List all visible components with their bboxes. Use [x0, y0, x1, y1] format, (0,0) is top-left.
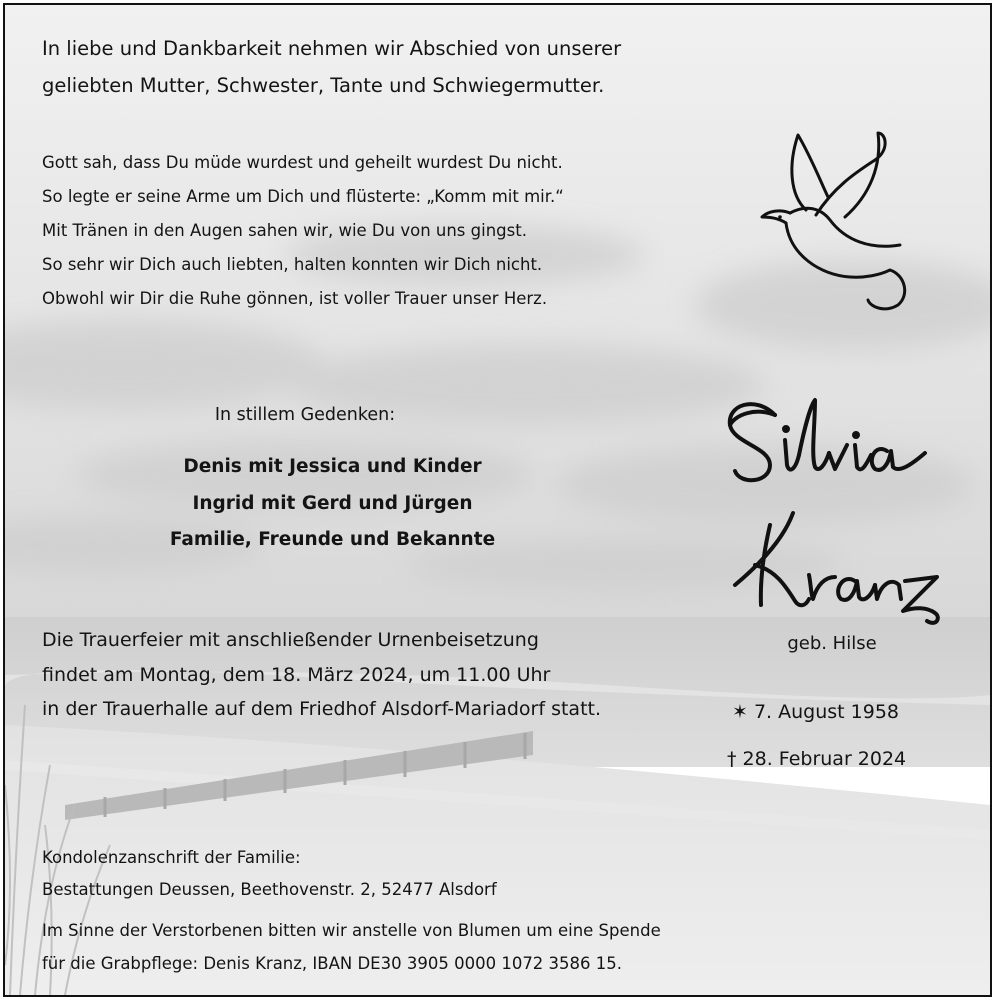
death-date-line	[727, 748, 906, 770]
poem-line: Mit Tränen in den Augen sahen wir, wie Du von uns gingst.	[42, 221, 527, 240]
donation-line: für die Grabpflege: Denis Kranz, IBAN DE30 3905 0000 1072 3586 15.	[42, 953, 623, 973]
death-cross-icon: †	[727, 748, 737, 770]
birth-date: 7. August 1958	[753, 701, 900, 723]
death-date: 28. Februar 2024	[742, 748, 907, 770]
deceased-name-script	[715, 385, 975, 625]
dove-icon	[750, 125, 920, 320]
mourner-line: Familie, Freunde und Bekannte	[169, 529, 496, 550]
gedenken-label: In stillem Gedenken:	[214, 405, 396, 425]
obituary-card	[3, 3, 992, 997]
service-line: in der Trauerhalle auf dem Friedhof Alsdorf-Mariadorf statt.	[42, 698, 602, 720]
service-line: findet am Montag, dem 18. März 2024, um 11.00 Uhr	[42, 663, 551, 686]
condolence-address	[42, 842, 497, 906]
intro-line: In liebe und Dankbarkeit nehmen wir Abschied von unserer	[42, 37, 622, 60]
poem	[42, 146, 564, 316]
condolence-address-line: Bestattungen Deussen, Beethovenstr. 2, 52477 Alsdorf	[42, 880, 497, 899]
service-line: Die Trauerfeier mit anschließender Urnenbeisetzung	[42, 629, 539, 651]
poem-line: So legte er seine Arme um Dich und flüsterte: „Komm mit mir.“	[42, 187, 564, 206]
condolence-label: Kondolenzanschrift der Familie:	[42, 848, 301, 867]
funeral-service-info	[42, 623, 601, 727]
birth-star-icon: ✶	[732, 701, 748, 723]
mourners-list	[5, 449, 660, 559]
poem-line: Gott sah, dass Du müde wurdest und geheilt wurdest Du nicht.	[42, 153, 563, 172]
poem-line: So sehr wir Dich auch liebten, halten konnten wir Dich nicht.	[42, 255, 543, 274]
maiden-name: geb. Hilse	[787, 633, 877, 654]
birth-date-line	[732, 701, 899, 723]
intro-line: geliebten Mutter, Schwester, Tante und Schwiegermutter.	[42, 74, 605, 97]
donation-line: Im Sinne der Verstorbenen bitten wir anstelle von Blumen um eine Spende	[42, 921, 661, 940]
poem-line: Obwohl wir Dir die Ruhe gönnen, ist voller Trauer unser Herz.	[42, 289, 548, 308]
intro-text	[42, 30, 621, 104]
donation-request	[42, 915, 661, 980]
mourner-line: Denis mit Jessica und Kinder	[183, 456, 482, 477]
mourner-line: Ingrid mit Gerd und Jürgen	[192, 492, 473, 514]
